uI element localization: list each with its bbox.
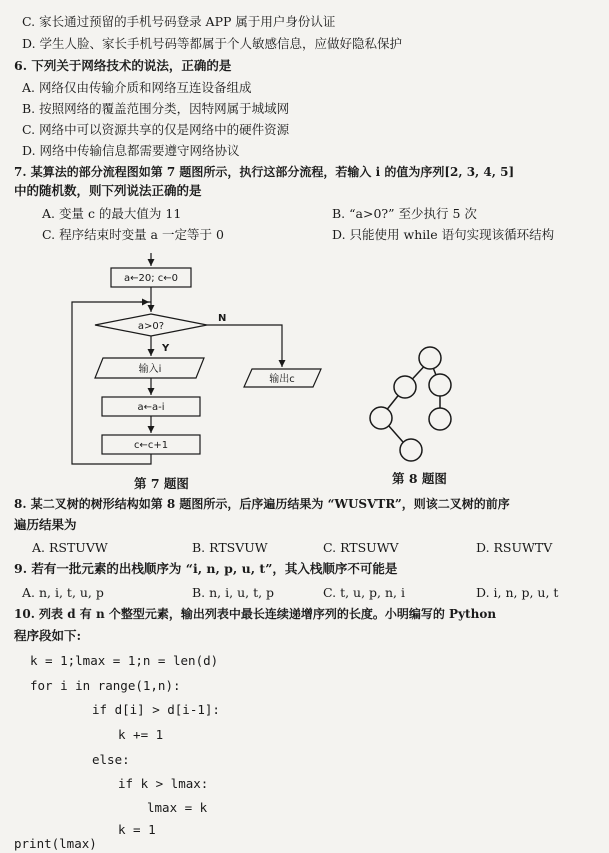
- code-line: for i in range(1,n):: [30, 678, 181, 693]
- q5-option-d: D. 学生人脸、家长手机号码等都属于个人敏感信息，应做好隐私保护: [22, 36, 403, 51]
- flow-output-text: 输出c: [269, 374, 295, 385]
- q9-option-b: B. n, i, u, t, p: [192, 585, 275, 600]
- tree-node: [400, 439, 422, 461]
- q9-stem: 9. 若有一批元素的出栈顺序为 “i, n, p, u, t”，其入栈顺序不可能是: [14, 561, 398, 576]
- flow-yes-label: Y: [162, 343, 170, 354]
- tree-node: [370, 407, 392, 429]
- code-line: k = 1: [118, 822, 156, 837]
- q6-option-a: A. 网络仅由传输介质和网络互连设备组成: [22, 80, 252, 95]
- figure-8-caption: 第 8 题图: [392, 471, 447, 486]
- tree-node: [394, 376, 416, 398]
- code-line: k = 1;lmax = 1;n = len(d): [30, 653, 219, 668]
- code-line: else:: [92, 752, 130, 767]
- flow-no-label: N: [218, 313, 227, 324]
- q8-option-c: C. RTSUWV: [323, 540, 399, 555]
- q6-stem: 6. 下列关于网络技术的说法，正确的是: [14, 58, 232, 73]
- code-line: k += 1: [118, 727, 164, 742]
- q9-option-c: C. t, u, p, n, i: [323, 585, 405, 600]
- tree-node: [429, 374, 451, 396]
- code-line: if d[i] > d[i-1]:: [92, 702, 220, 717]
- q10-stem-line2: 程序段如下:: [14, 628, 82, 643]
- tree-node-root: [419, 347, 441, 369]
- flow-init-text: a←20; c←0: [123, 273, 179, 284]
- figure-7-caption: 第 7 题图: [134, 476, 189, 491]
- flow-cond-text: a>0?: [137, 321, 165, 332]
- code-line: if k > lmax:: [118, 776, 209, 791]
- q7-option-a: A. 变量 c 的最大值为 11: [42, 206, 182, 221]
- q6-option-c: C. 网络中可以资源共享的仅是网络中的硬件资源: [22, 122, 290, 137]
- flow-subtract-text: a←a-i: [137, 402, 165, 413]
- q7-option-d: D. 只能使用 while 语句实现该循环结构: [332, 227, 555, 242]
- q5-option-c: C. 家长通过预留的手机号码登录 APP 属于用户身份认证: [22, 14, 336, 29]
- q9-option-a: A. n, i, t, u, p: [22, 585, 104, 600]
- q6-option-b: B. 按照网络的覆盖范围分类，因特网属于城域网: [22, 101, 290, 116]
- binary-tree-figure-8: [370, 347, 451, 461]
- flow-increment-text: c←c+1: [133, 440, 169, 451]
- code-line: print(lmax): [14, 836, 97, 851]
- q8-stem-line2: 遍历结果为: [14, 517, 77, 532]
- q8-stem-line1: 8. 某二叉树的树形结构如第 8 题图所示，后序遍历结果为 “WUSVTR”，则该二叉树的前序: [14, 497, 510, 511]
- q7-option-b: B. “a>0?” 至少执行 5 次: [332, 206, 477, 221]
- q9-option-d: D. i, n, p, u, t: [476, 585, 559, 600]
- q10-stem-line1: 10. 列表 d 有 n 个整型元素，输出列表中最长连续递增序列的长度。小明编写的 Python: [14, 607, 497, 621]
- q7-option-c: C. 程序结束时变量 a 一定等于 0: [42, 227, 224, 242]
- flow-input-text: 输入i: [138, 364, 162, 375]
- flow-no-branch: [207, 325, 282, 367]
- q8-option-a: A. RSTUVW: [32, 540, 108, 555]
- q8-option-d: D. RSUWTV: [476, 540, 553, 555]
- code-line: lmax = k: [147, 800, 208, 815]
- tree-node: [429, 408, 451, 430]
- q6-option-d: D. 网络中传输信息都需要遵守网络协议: [22, 143, 240, 158]
- q7-stem-line1: 7. 某算法的部分流程图如第 7 题图所示，执行这部分流程，若输入 i 的值为序列[2, 3, 4, 5]: [14, 165, 515, 179]
- q8-option-b: B. RTSVUW: [192, 540, 268, 555]
- q7-stem-line2: 中的随机数，则下列说法正确的是: [14, 183, 202, 198]
